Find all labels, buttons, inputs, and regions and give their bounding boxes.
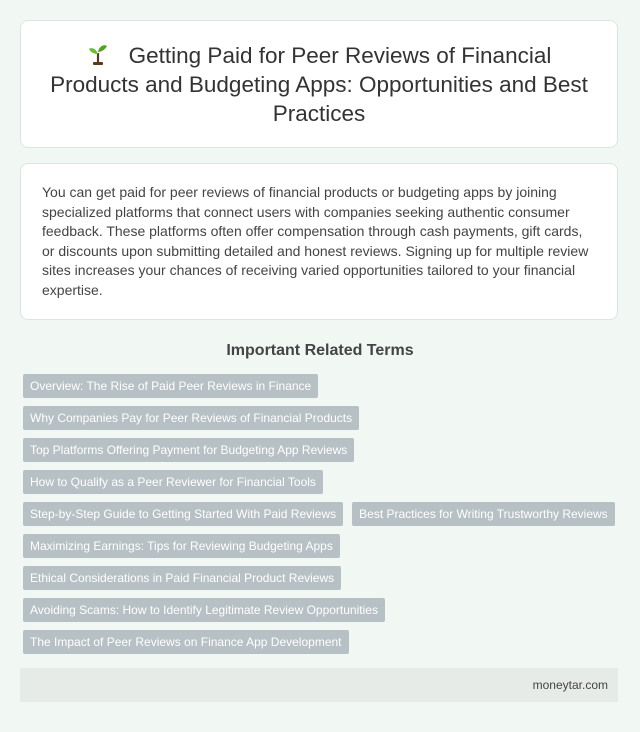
related-term-tag[interactable]: Overview: The Rise of Paid Peer Reviews in Finance	[23, 374, 318, 398]
related-term-tag[interactable]: Ethical Considerations in Paid Financial Product Reviews	[23, 566, 341, 590]
related-term-tag[interactable]: Maximizing Earnings: Tips for Reviewing Budgeting Apps	[23, 534, 340, 558]
sprout-icon	[87, 43, 109, 65]
intro-text: You can get paid for peer reviews of financial products or budgeting apps by joining specialized platforms that connect users with companies seeking authentic consumer feedback. These platforms often offer compensation through cash payments, gift cards, or discounts upon submitting detailed and honest reviews. Signing up for multiple review sites increases your chances of receiving varied opportunities tailored to your financial expertise.	[42, 184, 589, 298]
page-title	[21, 41, 617, 128]
related-term-tag[interactable]: The Impact of Peer Reviews on Finance App Development	[23, 630, 349, 654]
footer	[20, 668, 618, 702]
page-title-text: Getting Paid for Peer Reviews of Financial Products and Budgeting Apps: Opportunities and Best Practices	[50, 42, 588, 126]
related-term-tag[interactable]: Avoiding Scams: How to Identify Legitimate Review Opportunities	[23, 598, 385, 622]
title-card	[20, 20, 618, 148]
related-term-tag[interactable]: Best Practices for Writing Trustworthy Reviews	[352, 502, 615, 526]
related-term-tag[interactable]: Top Platforms Offering Payment for Budgeting App Reviews	[23, 438, 354, 462]
related-term-tag[interactable]: Step-by-Step Guide to Getting Started With Paid Reviews	[23, 502, 343, 526]
related-terms-list	[23, 374, 623, 662]
related-term-tag[interactable]: Why Companies Pay for Peer Reviews of Financial Products	[23, 406, 359, 430]
footer-site-link[interactable]: moneytar.com	[532, 678, 608, 692]
related-terms-heading: Important Related Terms	[226, 342, 414, 359]
related-term-tag[interactable]: How to Qualify as a Peer Reviewer for Financial Tools	[23, 470, 323, 494]
intro-card	[20, 163, 618, 320]
